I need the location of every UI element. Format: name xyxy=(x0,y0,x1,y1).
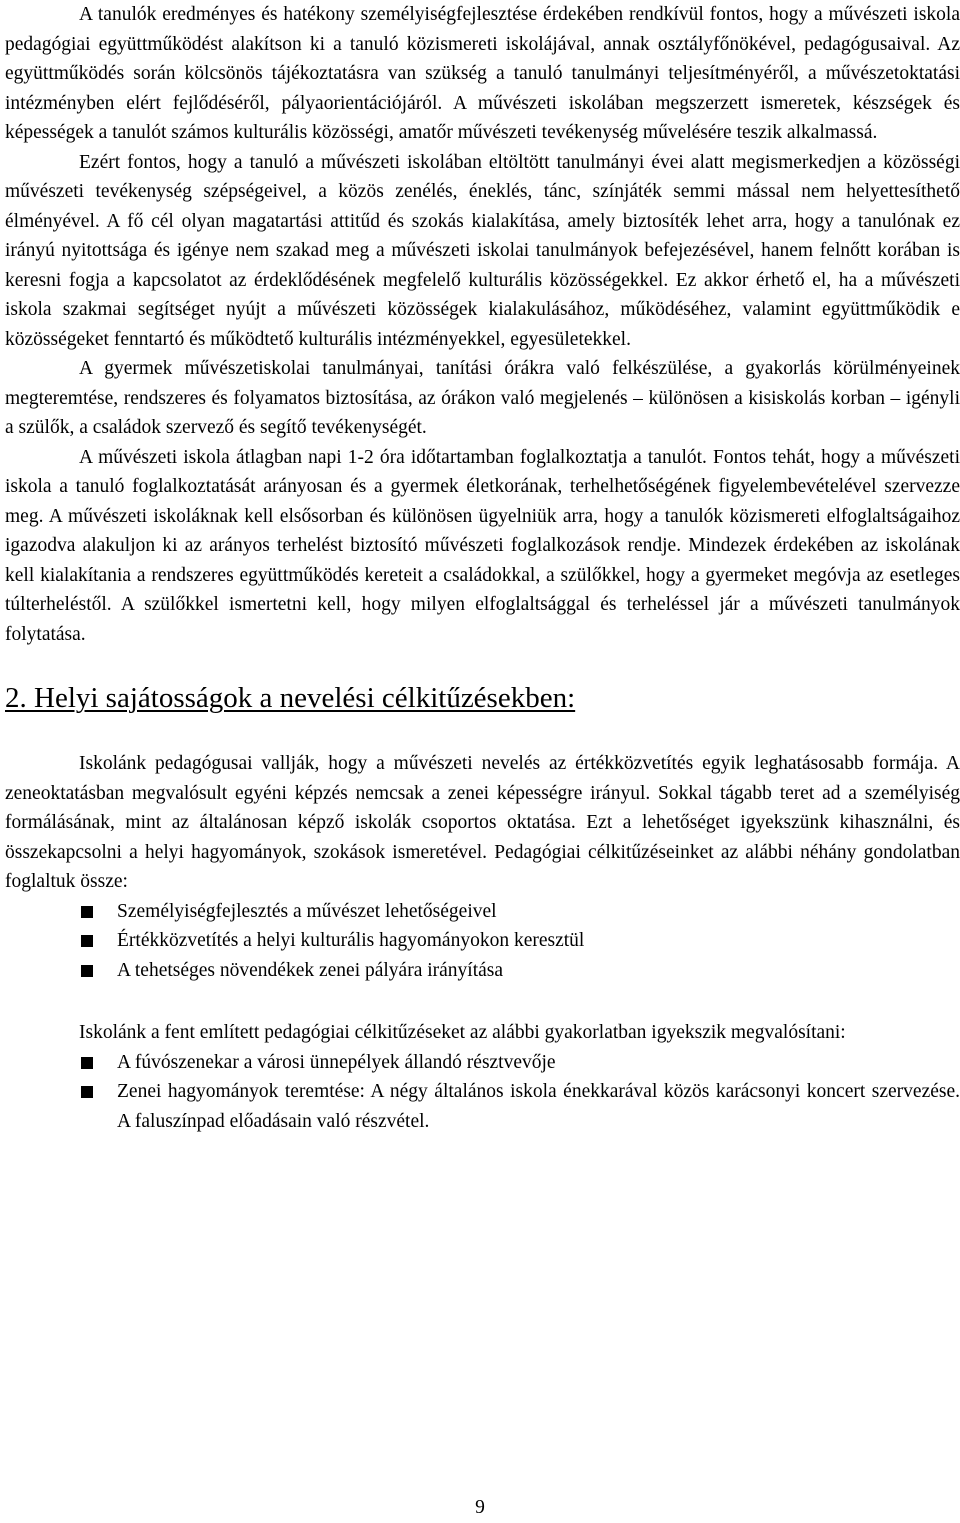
practice-intro: Iskolánk a fent említett pedagógiai célkitűzéseket az alábbi gyakorlatban igyekszik megvalósítani: xyxy=(79,1022,846,1043)
list-item-text: A fúvószenekar a városi ünnepélyek állandó résztvevője xyxy=(117,1051,556,1073)
section-intro: Iskolánk pedagógusai vallják, hogy a művészeti nevelés az értékközvetítés egyik leghatásosabb formája. A zeneoktatásban megvalósult egyéni képzés nemcsak a zenei képességre irányul. Sokkal tágabb teret ad a személyiség formálásának, mint az általánosan képző iskolák csoportos oktatása. Ezt a lehetőséget igyekszünk kihasználni, és összekapcsolni a helyi hagyományok, szokások ismeretével. Pedagógiai célkitűzéseinket az alábbi néhány gondolatban foglaltuk össze: xyxy=(5,753,960,892)
square-bullet-icon xyxy=(81,1057,93,1069)
document-page xyxy=(5,0,960,1136)
list-item-text: Értékközvetítés a helyi kulturális hagyományokon keresztül xyxy=(117,930,585,951)
paragraph-workload: A művészeti iskola átlagban napi 1-2 óra időtartamban foglalkoztatja a tanulót. Fontos tehát, hogy a művészeti iskola a tanuló foglalkoztatását arányosan és a gyermek életkorának, terhelhetőségének figyelembevételével szervezze meg. A művészeti iskoláknak kell elsősorban és különösen ügyelniük arra, hogy a tanulók közismereti elfoglaltságaihoz igazodva alakuljon ki az arányos terhelést biztosító művészeti foglalkozások rendje. Mindezek érdekében az iskolának kell kialakítania a rendszeres együttműködés kereteit a családokkal, a szülőkkel, hogy a gyermeket megóvja az esetleges túlterheléstől. A szülőkkel ismertetni kell, hogy milyen elfoglaltsággal és terheléssel jár a művészeti tanulmányok folytatása. xyxy=(5,446,960,645)
list-item xyxy=(5,926,960,956)
list-item-text: Zenei hagyományok teremtése: A négy általános iskola énekkarával közös karácsonyi koncert szervezése. A faluszínpad előadásain való részvétel. xyxy=(117,1081,960,1132)
page-number: 9 xyxy=(475,1497,485,1518)
list-item-text: A tehetséges növendékek zenei pályára irányítása xyxy=(117,959,504,981)
paragraph-parents-role: A gyermek művészetiskolai tanulmányai, tanítási órákra való felkészülése, a gyakorlás körülményeinek megteremtése, rendszeres és folyamatos biztosítása, az órákon való megjelenés – különösen a kisiskolás korban – igényli a szülők, a családok szervező és segítő tevékenységét. xyxy=(5,358,960,438)
paragraph-community-arts: Ezért fontos, hogy a tanuló a művészeti iskolában eltöltött tanulmányi évei alatt megismerkedjen a közösségi művészeti tevékenység szépségeivel, a közös zenélés, éneklés, tánc, színjáték semmi mással nem helyettesíthető élményével. A fő cél olyan magatartási attitűd és szokás kialakítása, amely biztosíték lehet arra, hogy a tanulónak ez irányú nyitottsága és igénye nem szakad meg a művészeti iskolai tanulmányok befejezésével, hanem felnőtt korában is keresni fogja a kapcsolatot az érdeklődésének megfelelő kulturális közösségekkel. Ez akkor érhető el, ha a művészeti iskola szakmai segítséget nyújt a művészeti közösségek kialakulásához, működéséhez, valamint együttműködik e közösségeket fenntartó és működtető kulturális intézményekkel, egyesületekkel. xyxy=(5,151,960,350)
list-item xyxy=(5,1048,960,1078)
list-item xyxy=(5,956,960,986)
list-item xyxy=(5,897,960,927)
list-item-text: Személyiségfejlesztés a művészet lehetőségeivel xyxy=(117,900,497,922)
square-bullet-icon xyxy=(81,935,93,947)
square-bullet-icon xyxy=(81,906,93,918)
list-item xyxy=(5,1077,960,1136)
paragraph-cooperation: A tanulók eredményes és hatékony személyiségfejlesztése érdekében rendkívül fontos, hogy a művészeti iskola pedagógiai együttműködést alakítson ki a tanuló közismereti iskolájával, annak osztályfőnökével, pedagógusaival. Az együttműködés során kölcsönös tájékoztatásra van szükség a tanuló tanulmányi teljesítményéről, a művészetoktatási intézményben elért fejlődéséről, pályaorientációjáról. A művészeti iskolában megszerzett ismeretek, készségek és képességek a tanulót számos kulturális közösségi, amatőr művészeti tevékenység művelésére teszik alkalmassá. xyxy=(5,4,960,143)
practices-list xyxy=(5,1048,960,1137)
goals-list xyxy=(5,897,960,986)
section-heading: 2. Helyi sajátosságok a nevelési célkitűzésekben: xyxy=(5,682,576,714)
square-bullet-icon xyxy=(81,965,93,977)
square-bullet-icon xyxy=(81,1086,93,1098)
